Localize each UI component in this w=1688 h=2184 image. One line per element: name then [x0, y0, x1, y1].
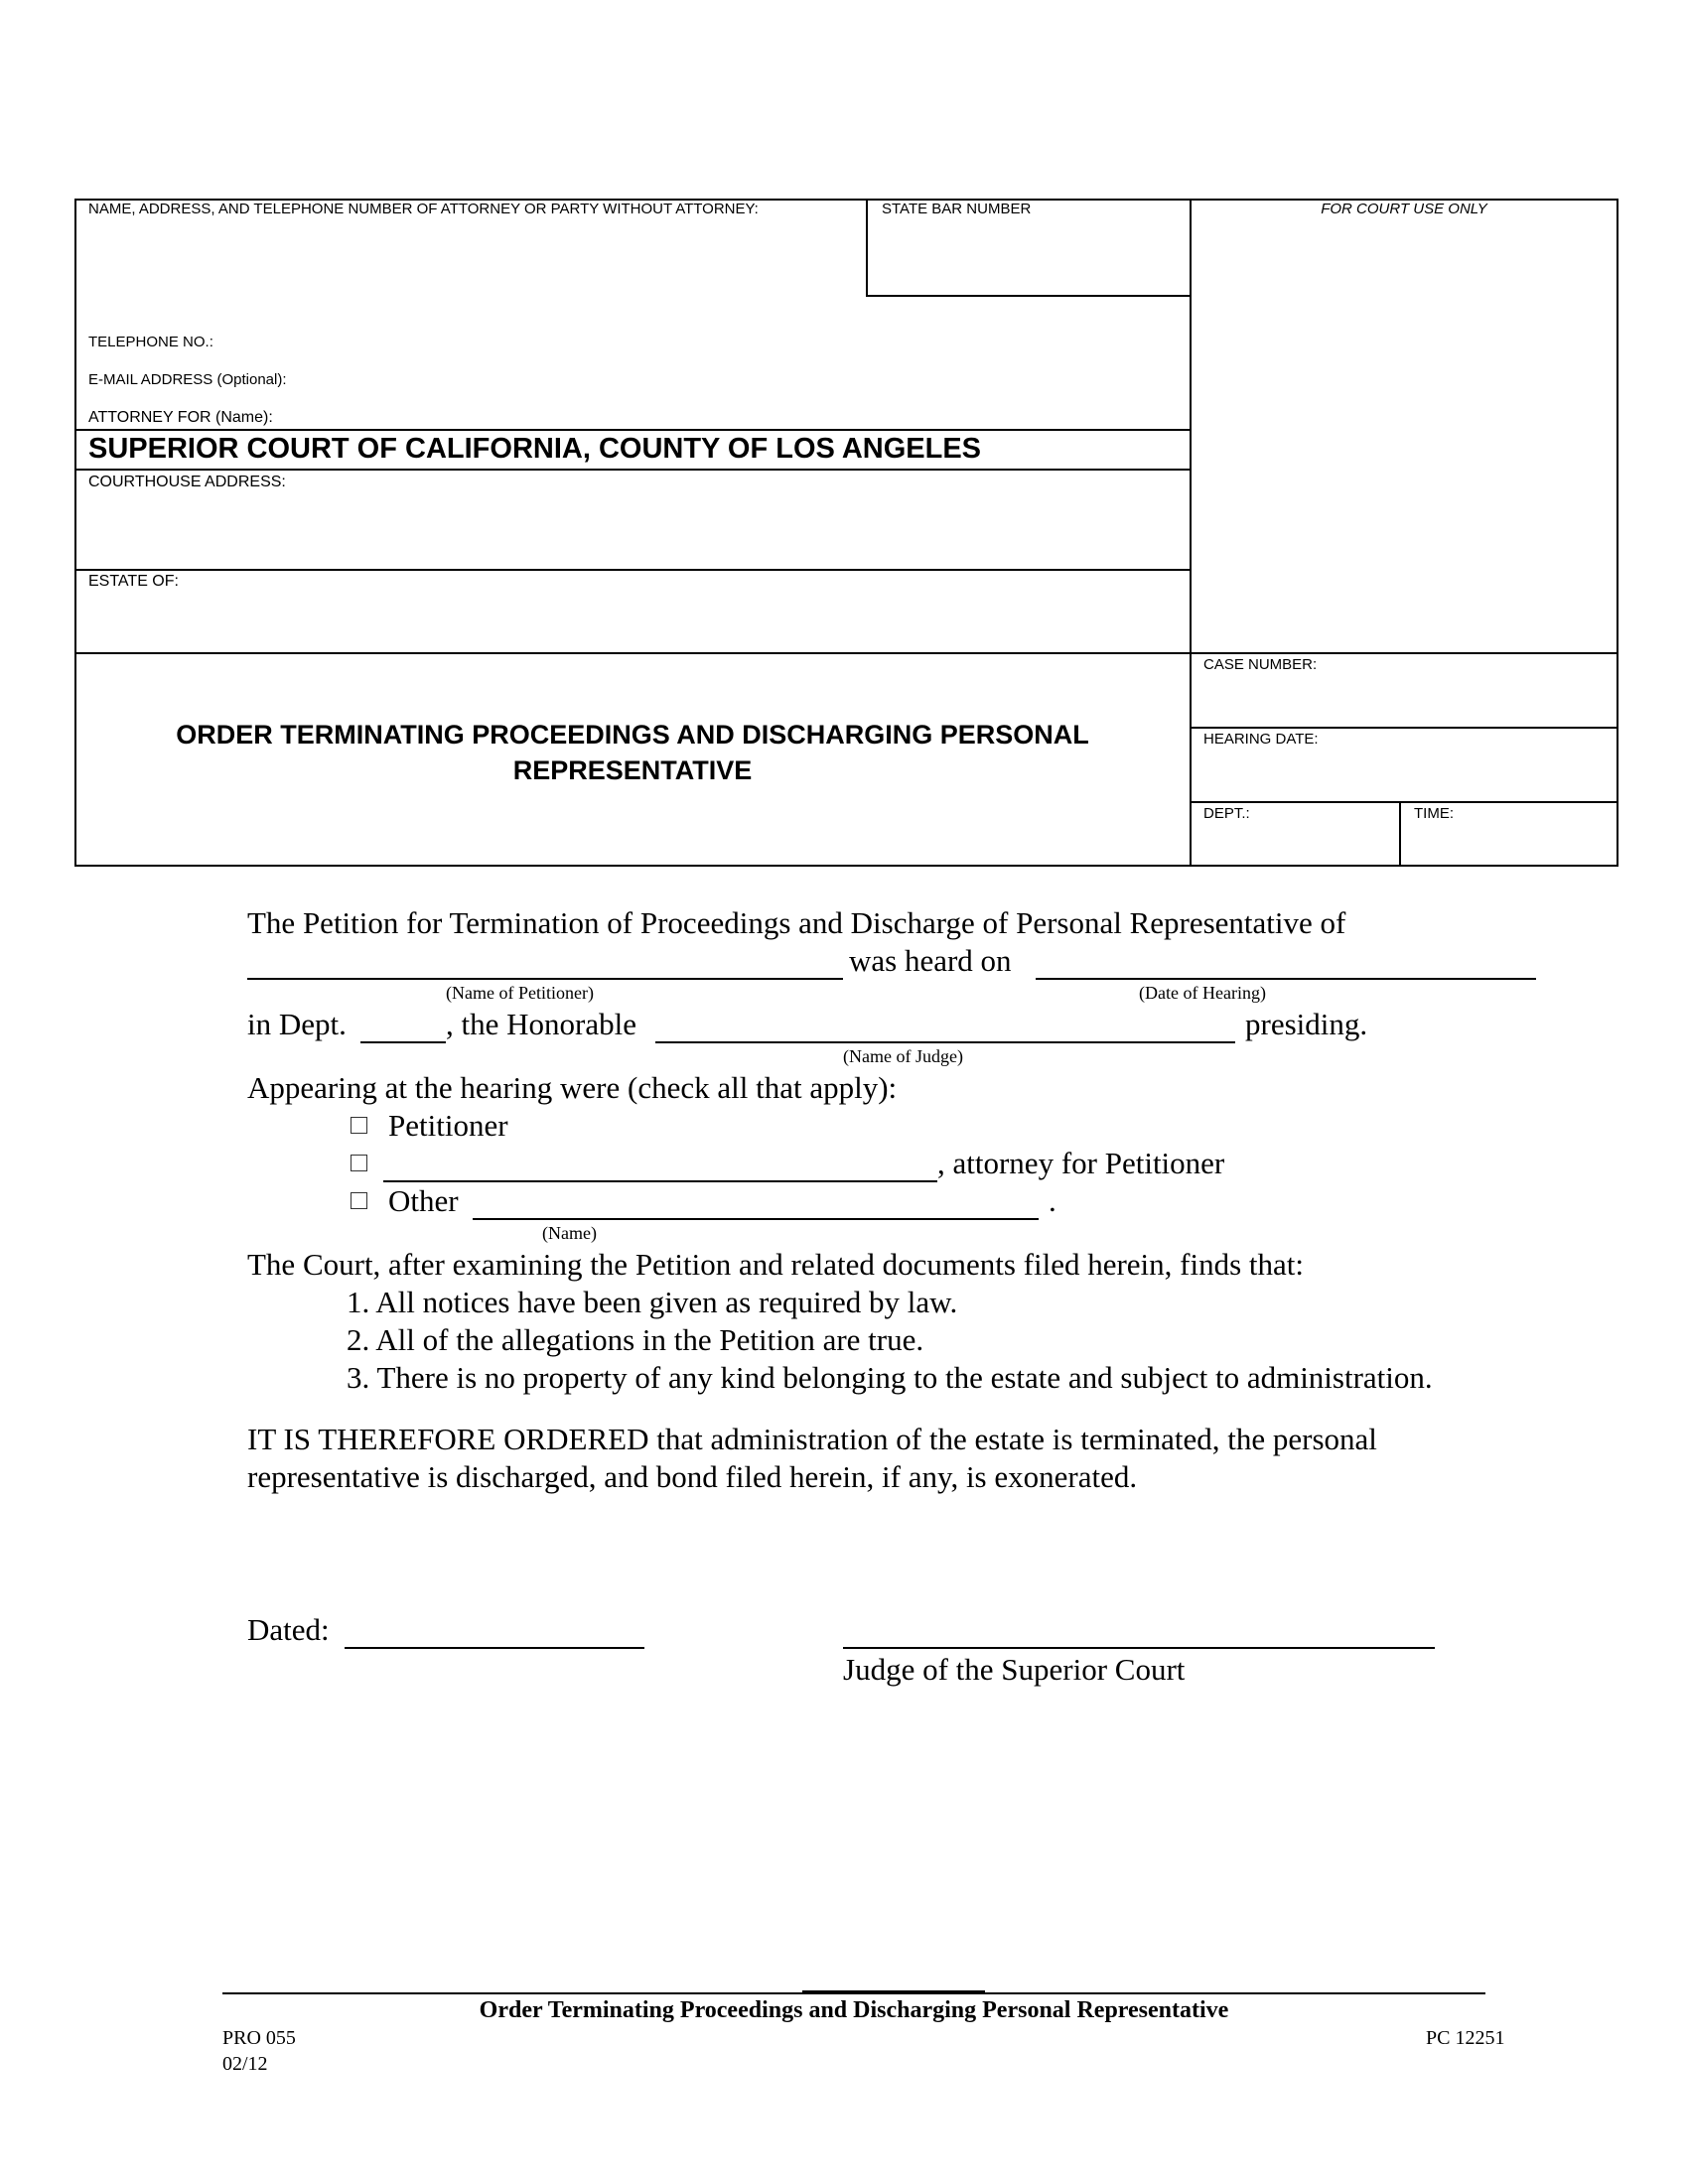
state-bar-divider: [866, 199, 868, 296]
attorney-name-line[interactable]: [383, 1180, 937, 1182]
hearing-date-line[interactable]: [1036, 978, 1536, 980]
footer-rule-accent: [802, 1990, 985, 1992]
date-of-hearing-caption: (Date of Hearing): [1139, 983, 1266, 1003]
judge-signature-label: Judge of the Superior Court: [843, 1652, 1186, 1687]
other-name-line[interactable]: [473, 1218, 1039, 1220]
order-line-2: representative is discharged, and bond filed herein, if any, is exonerated.: [247, 1459, 1138, 1494]
dept-label: DEPT.:: [1203, 805, 1250, 822]
option-attorney-text: , attorney for Petitioner: [937, 1146, 1225, 1180]
other-period: .: [1049, 1183, 1056, 1218]
time-label: TIME:: [1414, 805, 1454, 822]
email-label: E-MAIL ADDRESS (Optional):: [88, 371, 287, 388]
name-of-petitioner-caption: (Name of Petitioner): [446, 983, 594, 1003]
form-title-line1: ORDER TERMINATING PROCEEDINGS AND DISCHARGING PERSONAL: [176, 720, 1089, 750]
presiding-text: presiding.: [1245, 1007, 1368, 1041]
in-dept-text: in Dept.: [247, 1007, 347, 1041]
option-other-text: Other: [388, 1183, 459, 1218]
case-number-label: CASE NUMBER:: [1203, 656, 1318, 673]
state-bar-bottom: [866, 295, 1191, 297]
hearing-date-label: HEARING DATE:: [1203, 731, 1319, 748]
case-number-bottom-line: [1190, 727, 1618, 729]
footer-form-number: PRO 055: [222, 2027, 296, 2049]
the-honorable-text: , the Honorable: [446, 1007, 636, 1041]
was-heard-on-text: was heard on: [849, 943, 1012, 978]
footer-code: PC 12251: [1426, 2027, 1505, 2049]
footer-title: Order Terminating Proceedings and Discharging Personal Representative: [479, 1997, 1229, 2023]
estate-label: ESTATE OF:: [88, 573, 179, 590]
finding-3: 3. There is no property of any kind belonging to the estate and subject to administration.: [347, 1360, 1433, 1395]
petitioner-checkbox[interactable]: [351, 1117, 367, 1134]
judge-name-line[interactable]: [655, 1041, 1235, 1043]
state-bar-label: STATE BAR NUMBER: [882, 201, 1032, 217]
form-title-line2: REPRESENTATIVE: [512, 755, 753, 785]
court-name-top-line: [74, 429, 1191, 431]
courthouse-label: COURTHOUSE ADDRESS:: [88, 474, 286, 490]
name-of-judge-caption: (Name of Judge): [843, 1046, 963, 1066]
form-title: [74, 717, 1191, 788]
court-finds-text: The Court, after examining the Petition and related documents filed herein, finds that:: [247, 1247, 1305, 1282]
other-checkbox[interactable]: [351, 1192, 367, 1209]
court-use-label: FOR COURT USE ONLY: [1321, 201, 1487, 217]
dated-label: Dated:: [247, 1612, 330, 1647]
dated-line[interactable]: [345, 1647, 644, 1649]
appearing-text: Appearing at the hearing were (check all that apply):: [247, 1070, 898, 1105]
court-name: SUPERIOR COURT OF CALIFORNIA, COUNTY OF LOS ANGELES: [88, 433, 982, 465]
footer-rule: [222, 1992, 1485, 1994]
court-name-bottom-line: [74, 469, 1191, 471]
option-petitioner-text: Petitioner: [388, 1108, 508, 1143]
courthouse-bottom-line: [74, 569, 1191, 571]
petitioner-name-line[interactable]: [247, 978, 843, 980]
order-line-1: IT IS THEREFORE ORDERED that administration of the estate is terminated, the personal: [247, 1422, 1377, 1456]
attorney-checkbox[interactable]: [351, 1155, 367, 1171]
name-caption: (Name): [542, 1223, 597, 1243]
estate-bottom-line: [74, 652, 1618, 654]
hearing-date-bottom-line: [1190, 801, 1618, 803]
attorney-label: NAME, ADDRESS, AND TELEPHONE NUMBER OF ATTORNEY OR PARTY WITHOUT ATTORNEY:: [88, 201, 759, 217]
dept-number-line[interactable]: [360, 1041, 446, 1043]
finding-1: 1. All notices have been given as required by law.: [347, 1285, 958, 1319]
intro-text: The Petition for Termination of Proceedings and Discharge of Personal Representative of: [247, 905, 1346, 940]
footer-revision: 02/12: [222, 2053, 268, 2075]
dept-time-divider: [1399, 801, 1401, 867]
telephone-label: TELEPHONE NO.:: [88, 334, 213, 350]
attorney-for-label: ATTORNEY FOR (Name):: [88, 409, 273, 426]
judge-signature-line[interactable]: [843, 1647, 1435, 1649]
finding-2: 2. All of the allegations in the Petition are true.: [347, 1322, 924, 1357]
